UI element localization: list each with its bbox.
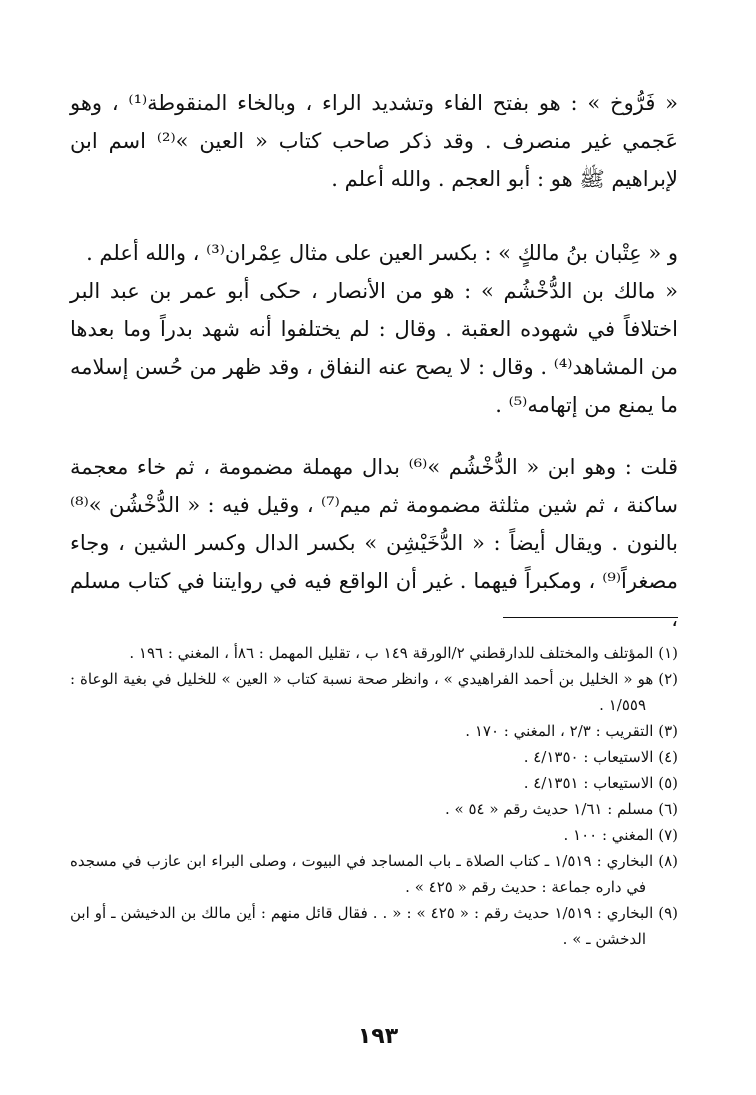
footnote-3: (٣) التقريب : ٢/٣ ، المغني : ١٧٠ . bbox=[465, 722, 678, 740]
paragraph-text: « فَرُّوخ » : هو بفتح الفاء وتشديد الراء ، وبالخاء المنقوطة⁽¹⁾ ، وهو عَجمي غير منصرف . وقد ذكر صاحب كتاب « العين »⁽²⁾ اسم ابن لإبراهيم ﷺ هو : أبو العجم . والله أعلم . bbox=[70, 91, 678, 191]
footnotes bbox=[70, 640, 678, 952]
footnote-7: (٧) المغني : ١٠٠ . bbox=[563, 826, 678, 844]
paragraph-text: قلت : وهو ابن « الدُّخْشُم »⁽⁶⁾ بدال مهملة مضمومة ، ثم خاء معجمة ساكنة ، ثم شين مثلثة مضمومة ثم ميم⁽⁷⁾ ، وقيل فيه : « الدُّخْشُن »⁽⁸⁾ بالنون . ويقال أيضاً : « الدُّخَيْشِن » بكسر الدال وكسر الشين ، وجاء مصغراً⁽⁹⁾ ، ومكبراً فيهما . غير أن الواقع فيه في روايتنا في كتاب مسلم ، bbox=[70, 455, 678, 631]
footnote-9: (٩) البخاري : ١/٥١٩ حديث رقم : « ٤٢٥ » : « . . فقال قائل منهم : أين مالك بن الدخيشن ـ أو ابن الدخشن ـ » . bbox=[70, 904, 678, 948]
paragraph-text-malik: « مالك بن الدُّخْشُم » : هو من الأنصار ، حكى أبو عمر بن عبد البر اختلافاً في شهوده العقبة . وقال : لم يختلفوا أنه شهد بدراً وما بعدها من المشاهد⁽⁴⁾ . وقال : لا يصح عنه النفاق ، وقد ظهر من حُسن إسلامه ما يمنع من إتهامه⁽⁵⁾ . bbox=[70, 279, 678, 417]
footnote-2: (٢) هو « الخليل بن أحمد الفراهيدي » ، وانظر صحة نسبة كتاب « العين » للخليل في بغية الوعاة : ١/٥٥٩ . bbox=[70, 670, 678, 714]
paragraph-qultu bbox=[70, 448, 678, 638]
footnote-6: (٦) مسلم : ١/٦١ حديث رقم « ٥٤ » . bbox=[444, 800, 678, 818]
footnote-8: (٨) البخاري : ١/٥١٩ ـ كتاب الصلاة ـ باب المساجد في البيوت ، وصلى البراء ابن عازب في مسجده في داره جماعة : حديث رقم « ٤٢٥ » . bbox=[70, 852, 678, 896]
paragraph-itban-malik bbox=[70, 234, 678, 424]
footnote-5: (٥) الاستيعاب : ٤/١٣٥١ . bbox=[523, 774, 678, 792]
footnote-1: (١) المؤتلف والمختلف للدارقطني ٢/الورقة ١٤٩ ب ، تقليل المهمل : ٨٦أ ، المغني : ١٩٦ . bbox=[129, 644, 678, 662]
paragraph-farrukh bbox=[70, 84, 678, 198]
page-number: ١٩٣ bbox=[357, 1024, 399, 1049]
footnote-4: (٤) الاستيعاب : ٤/١٣٥٠ . bbox=[523, 748, 678, 766]
paragraph-text-itban: و « عِتْبان بنُ مالكٍ » : بكسر العين على مثال عِمْران⁽³⁾ ، والله أعلم . bbox=[86, 241, 678, 265]
footnote-separator bbox=[503, 617, 678, 618]
